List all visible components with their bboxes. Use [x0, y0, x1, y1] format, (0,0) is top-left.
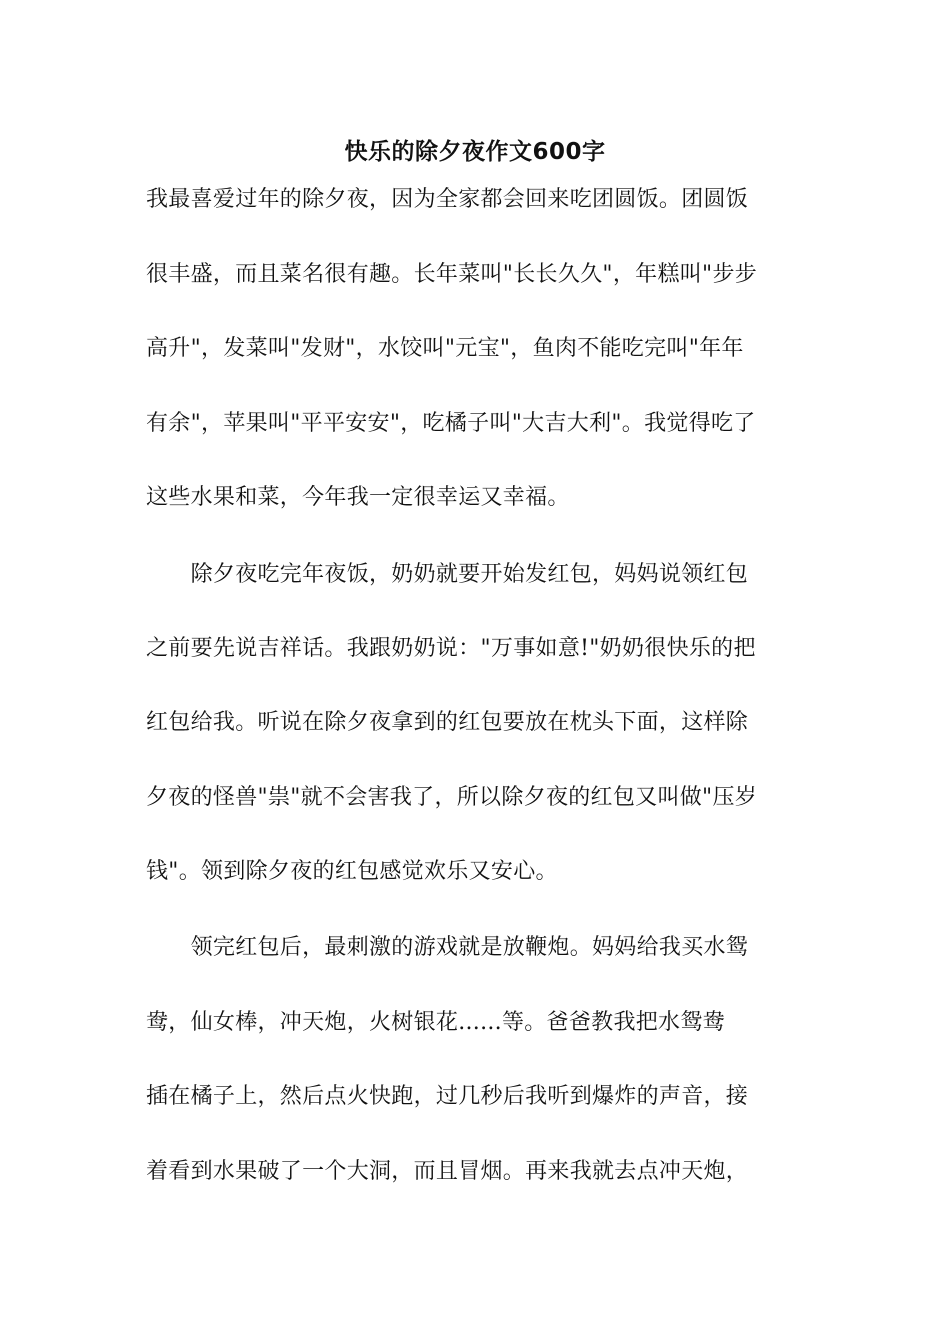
text-line: 有余"，苹果叫"平平安安"，吃橘子叫"大吉大利"。我觉得吃了 — [146, 411, 756, 436]
text-line: 钱"。领到除夕夜的红包感觉欢乐又安心。 — [146, 859, 558, 884]
text-line: 着看到水果破了一个大洞，而且冒烟。再来我就去点冲天炮， — [146, 1159, 749, 1184]
text-line: 我最喜爱过年的除夕夜，因为全家都会回来吃团圆饭。团圆饭 — [146, 187, 749, 212]
text-line: 这些水果和菜，今年我一定很幸运又幸福。 — [146, 485, 570, 510]
text-line: 红包给我。听说在除夕夜拿到的红包要放在枕头下面，这样除 — [146, 710, 749, 735]
page-title: 快乐的除夕夜作文600字 — [344, 139, 606, 165]
text-line: 很丰盛，而且菜名很有趣。长年菜叫"长长久久"，年糕叫"步步 — [146, 262, 758, 287]
text-line: 鸯，仙女棒，冲天炮，火树银花......等。爸爸教我把水鸳鸯 — [146, 1010, 725, 1035]
text-line: 领完红包后，最刺激的游戏就是放鞭炮。妈妈给我买水鸳 — [146, 935, 749, 960]
text-line: 夕夜的怪兽"祟"就不会害我了，所以除夕夜的红包又叫做"压岁 — [146, 785, 758, 810]
text-line: 除夕夜吃完年夜饭，奶奶就要开始发红包，妈妈说领红包 — [146, 562, 749, 587]
text-line: 之前要先说吉祥话。我跟奶奶说："万事如意!"奶奶很快乐的把 — [146, 636, 756, 661]
text-line: 插在橘子上，然后点火快跑，过几秒后我听到爆炸的声音，接 — [146, 1084, 749, 1109]
text-line: 高升"，发菜叫"发财"，水饺叫"元宝"，鱼肉不能吃完叫"年年 — [146, 336, 744, 361]
